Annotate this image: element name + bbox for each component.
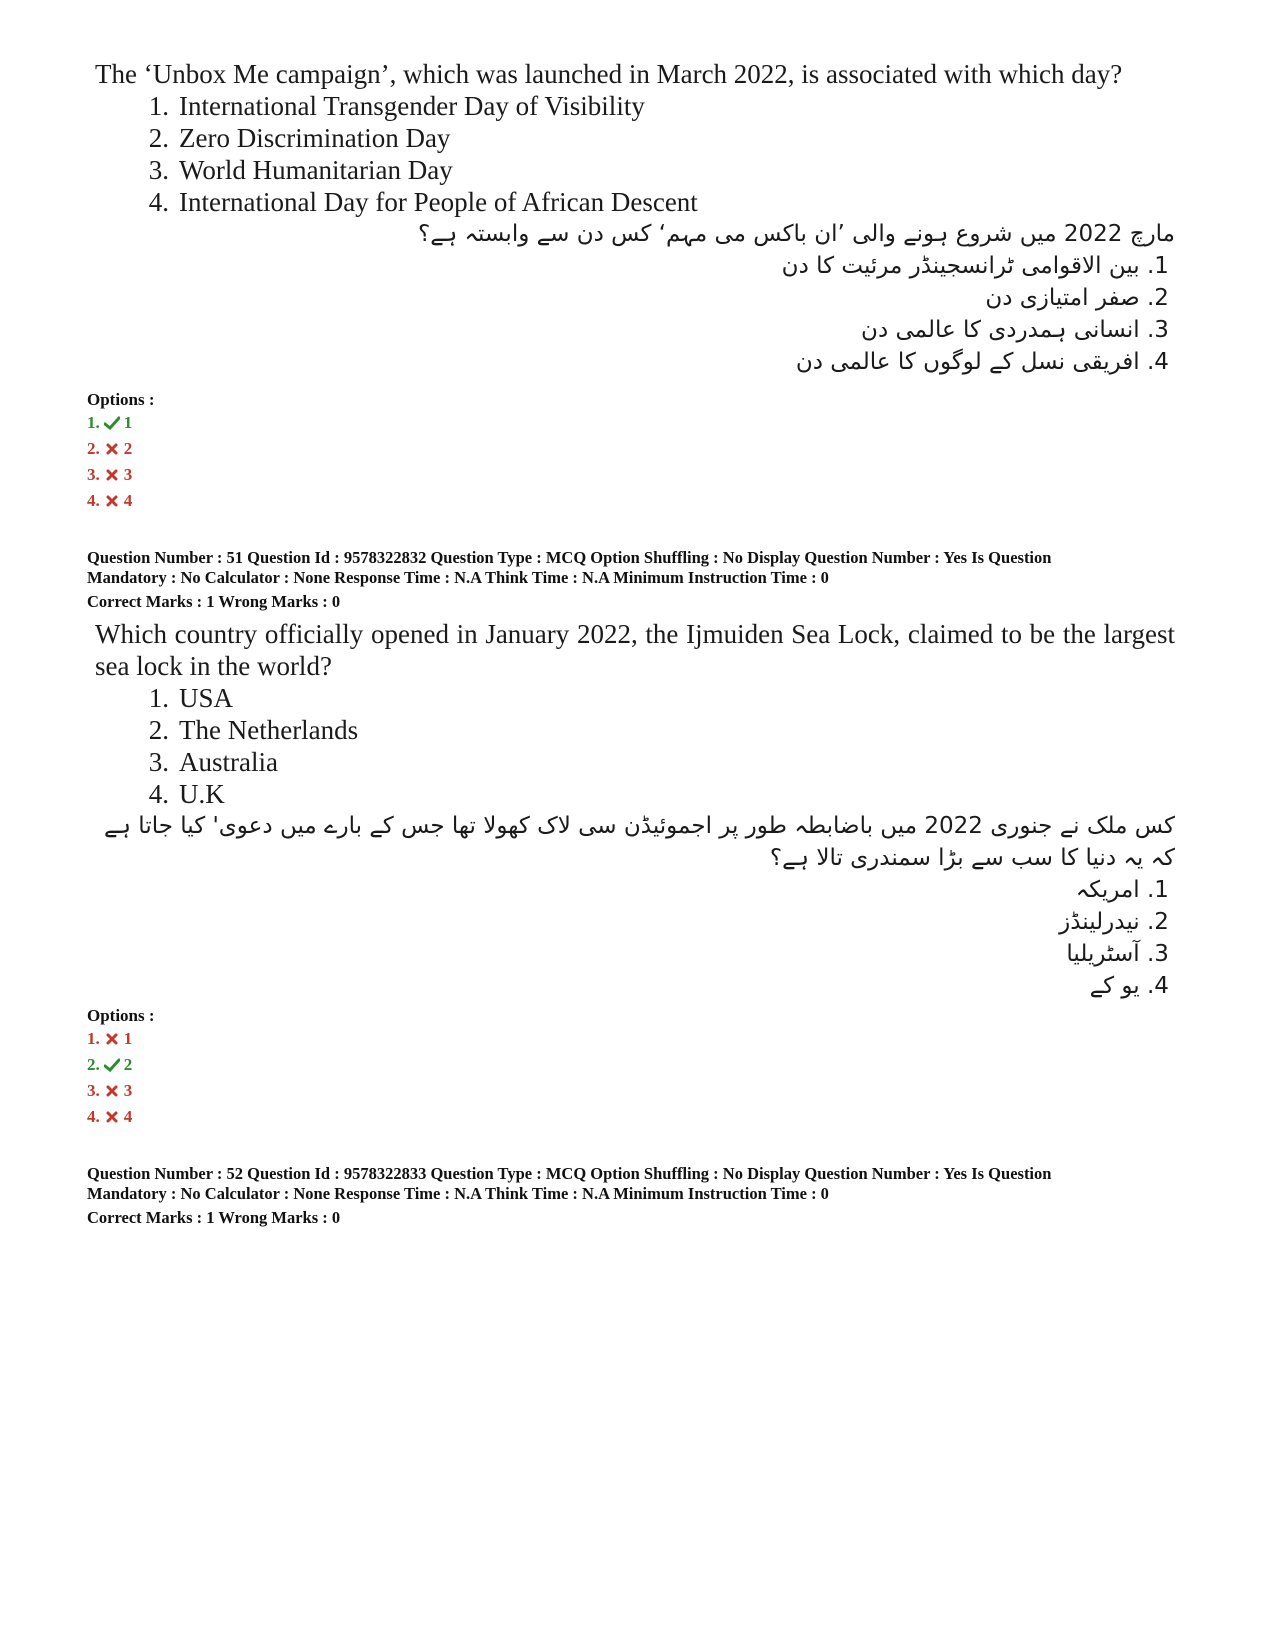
- question-51-text-ur: کس ملک نے جنوری 2022 میں باضابطہ طور پر اجموئیڈن سی لاک کھولا تھا جس کے بارے میں دعوی' کیا جاتا ہے کہ یہ دنیا کا سب سے بڑا سمندری تالا ہے؟: [104, 813, 1175, 871]
- cross-icon: [102, 1085, 122, 1097]
- answer-number: 4.: [87, 1107, 100, 1126]
- answer-value: 2: [123, 439, 133, 458]
- option-en: [95, 714, 1175, 746]
- option-number: 4.: [148, 779, 169, 809]
- answer-option: [87, 1052, 1197, 1078]
- option-ur: [95, 906, 1175, 938]
- option-en: [95, 778, 1175, 810]
- answer-option: [87, 1026, 1197, 1052]
- question-marks: Correct Marks : 1 Wrong Marks : 0: [87, 592, 341, 611]
- option-text: افریقی نسل کے لوگوں کا عالمی دن: [795, 349, 1140, 375]
- question-50-block: [95, 58, 1175, 378]
- question-50-answers: [87, 390, 1197, 514]
- answer-number: 3.: [87, 465, 100, 484]
- answer-number: 4.: [87, 491, 100, 510]
- question-50-text-en: The ‘Unbox Me campaign’, which was launched in March 2022, is associated with which day?: [95, 59, 1123, 89]
- option-text: World Humanitarian Day: [179, 155, 453, 185]
- cross-icon: [102, 495, 122, 507]
- question-52-meta: [87, 1164, 1197, 1228]
- option-text: Zero Discrimination Day: [179, 123, 451, 153]
- option-text: امریکہ: [1075, 877, 1140, 903]
- option-ur: [95, 282, 1175, 314]
- option-text: یو کے: [1089, 973, 1140, 999]
- question-meta-line: Mandatory : No Calculator : None Response Time : N.A Think Time : N.A Minimum Instruction Time : 0: [87, 1184, 829, 1203]
- option-number: 3.: [148, 747, 169, 777]
- option-number: .2: [1147, 909, 1169, 935]
- option-ur: [95, 314, 1175, 346]
- option-ur: [95, 970, 1175, 1002]
- option-en: [95, 122, 1175, 154]
- option-number: 1.: [148, 91, 169, 121]
- question-meta-line: Question Number : 51 Question Id : 9578322832 Question Type : MCQ Option Shuffling : No Display Question Number : Yes Is Question: [87, 548, 1052, 567]
- option-number: .1: [1147, 877, 1169, 903]
- answer-number: 1.: [87, 1029, 100, 1048]
- option-text: International Day for People of African Descent: [179, 187, 698, 217]
- option-number: .2: [1147, 285, 1169, 311]
- question-51-answers: [87, 1006, 1197, 1130]
- option-ur: [95, 250, 1175, 282]
- answer-option: [87, 1078, 1197, 1104]
- question-51-options-ur: [95, 874, 1175, 1002]
- option-text: USA: [179, 683, 234, 713]
- option-ur: [95, 346, 1175, 378]
- option-text: صفر امتیازی دن: [985, 285, 1140, 311]
- answer-option: [87, 462, 1197, 488]
- answer-value: 1: [123, 1029, 133, 1048]
- option-text: نیدرلینڈز: [1059, 909, 1140, 935]
- answer-number: 3.: [87, 1081, 100, 1100]
- cross-icon: [102, 1033, 122, 1045]
- answer-number: 1.: [87, 413, 100, 432]
- option-en: [95, 154, 1175, 186]
- question-51-meta: [87, 548, 1197, 612]
- option-number: 3.: [148, 155, 169, 185]
- option-text: انسانی ہمدردی کا عالمی دن: [861, 317, 1140, 343]
- question-50-options-ur: [95, 250, 1175, 378]
- check-icon: [102, 1058, 122, 1072]
- answer-number: 2.: [87, 1055, 100, 1074]
- options-label: Options :: [87, 1006, 155, 1025]
- option-text: The Netherlands: [179, 715, 359, 745]
- option-number: .3: [1147, 941, 1169, 967]
- cross-icon: [102, 469, 122, 481]
- question-meta-line: Mandatory : No Calculator : None Response Time : N.A Think Time : N.A Minimum Instruction Time : 0: [87, 568, 829, 587]
- option-text: U.K: [179, 779, 225, 809]
- check-icon: [102, 416, 122, 430]
- answer-option: [87, 1104, 1197, 1130]
- option-en: [95, 746, 1175, 778]
- answer-value: 1: [123, 413, 133, 432]
- option-number: .1: [1147, 253, 1169, 279]
- option-number: 2.: [148, 123, 169, 153]
- cross-icon: [102, 443, 122, 455]
- option-en: [95, 90, 1175, 122]
- question-50-options-en: [95, 90, 1175, 218]
- answer-value: 4: [123, 491, 133, 510]
- option-en: [95, 682, 1175, 714]
- option-text: International Transgender Day of Visibility: [179, 91, 645, 121]
- question-51-block: [95, 618, 1175, 1002]
- question-marks: Correct Marks : 1 Wrong Marks : 0: [87, 1208, 341, 1227]
- option-text: بین الاقوامی ٹرانسجینڈر مرئیت کا دن: [781, 253, 1140, 279]
- answer-value: 3: [123, 465, 133, 484]
- answer-option: [87, 410, 1197, 436]
- option-number: .3: [1147, 317, 1169, 343]
- question-51-text-en: Which country officially opened in January 2022, the Ijmuiden Sea Lock, claimed to be the largest sea lock in the world?: [95, 619, 1175, 681]
- option-text: آسٹریلیا: [1066, 941, 1140, 967]
- option-ur: [95, 938, 1175, 970]
- option-en: [95, 186, 1175, 218]
- question-51-options-en: [95, 682, 1175, 810]
- question-50-text-ur: مارچ 2022 میں شروع ہونے والی ’ان باکس می مہم‘ کس دن سے وابستہ ہے؟: [418, 221, 1175, 247]
- option-number: .4: [1147, 349, 1169, 375]
- answer-option: [87, 436, 1197, 462]
- option-ur: [95, 874, 1175, 906]
- option-number: 4.: [148, 187, 169, 217]
- question-meta-line: Question Number : 52 Question Id : 9578322833 Question Type : MCQ Option Shuffling : No Display Question Number : Yes Is Question: [87, 1164, 1052, 1183]
- cross-icon: [102, 1111, 122, 1123]
- option-number: .4: [1147, 973, 1169, 999]
- answer-value: 4: [123, 1107, 133, 1126]
- answer-value: 2: [123, 1055, 133, 1074]
- options-label: Options :: [87, 390, 155, 409]
- answer-value: 3: [123, 1081, 133, 1100]
- option-number: 1.: [148, 683, 169, 713]
- option-text: Australia: [179, 747, 278, 777]
- answer-number: 2.: [87, 439, 100, 458]
- option-number: 2.: [148, 715, 169, 745]
- answer-option: [87, 488, 1197, 514]
